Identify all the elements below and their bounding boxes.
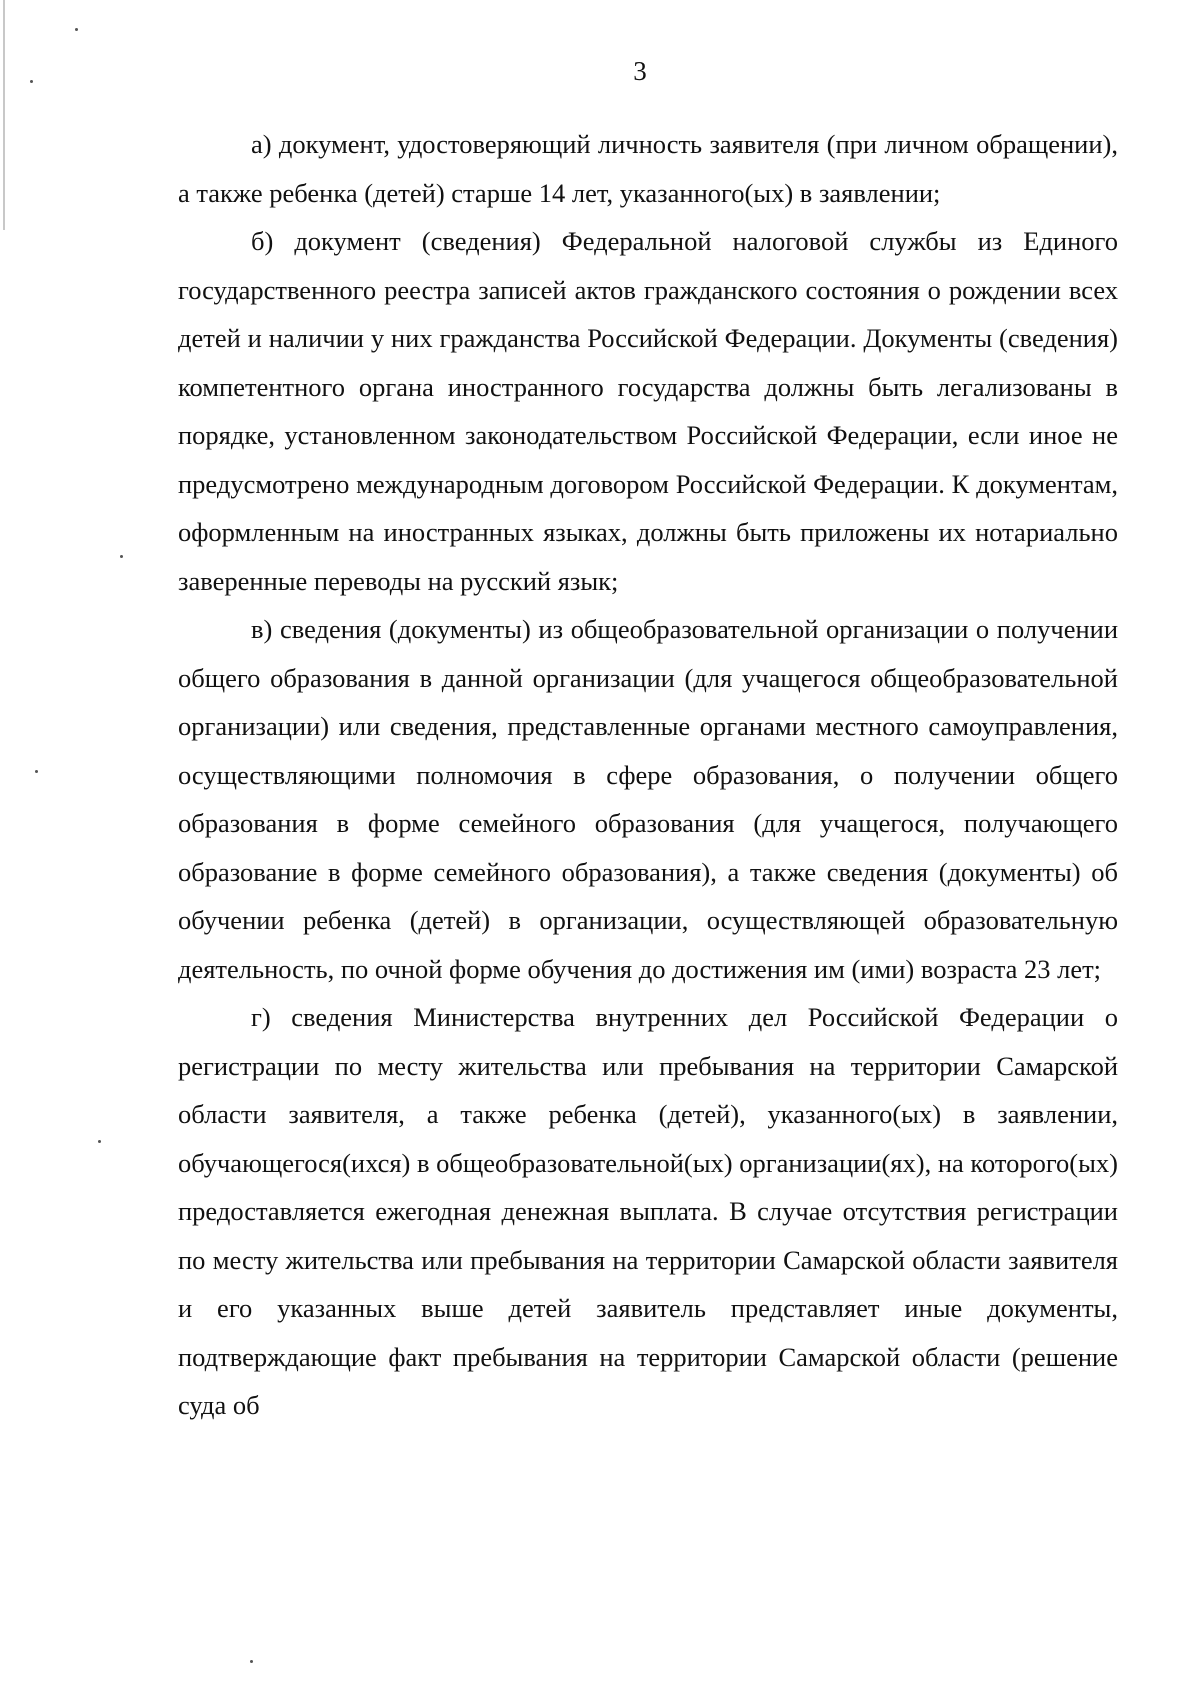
paragraph-a: а) документ, удостоверяющий личность заявителя (при личном обращении), а также ребенка (детей) старше 14 лет, указанного(ых) в заявлении; [178,129,1118,208]
document-body [178,120,1118,1430]
paragraph-g: г) сведения Министерства внутренних дел Российской Федерации о регистрации по месту жительства или пребывания на территории Самарской области заявителя, а также ребенка (детей), указанного(ых) в заявлении, обучающегося(ихся) в общеобразовательной(ых) организации(ях), на которого(ых) предоставляется ежегодная денежная выплата. В случае отсутствия регистрации по месту жительства или пребывания на территории Самарской области заявителя и его указанных выше детей заявитель представляет иные документы, подтверждающие факт пребывания на территории Самарской области (решение суда об [178,1002,1118,1420]
paragraph-v: в) сведения (документы) из общеобразовательной организации о получении общего образования в данной организации (для учащегося общеобразовательной организации) или сведения, представленные органами местного самоуправления, осуществляющими полномочия в сфере образования, о получении общего образования в форме семейного образования (для учащегося, получающего образование в форме семейного образования), а также сведения (документы) об обучении ребенка (детей) в организации, осуществляющей образовательную деятельность, по очной форме обучения до достижения им (ими) возраста 23 лет; [178,614,1118,984]
scan-speck [75,28,78,31]
scan-speck [120,555,123,558]
scan-edge-line [3,0,5,230]
scan-speck [98,1140,101,1143]
page-number: 3 [633,56,647,86]
scan-speck [35,770,38,773]
paragraph-b: б) документ (сведения) Федеральной налоговой службы из Единого государственного реестра записей актов гражданского состояния о рождении всех детей и наличии у них гражданства Российской Федерации. Документы (сведения) компетентного органа иностранного государства должны быть легализованы в порядке, установленном законодательством Российской Федерации, если иное не предусмотрено международным договором Российской Федерации. К документам, оформленным на иностранных языках, должны быть приложены их нотариально заверенные переводы на русский язык; [178,226,1118,596]
scan-speck [250,1660,253,1663]
